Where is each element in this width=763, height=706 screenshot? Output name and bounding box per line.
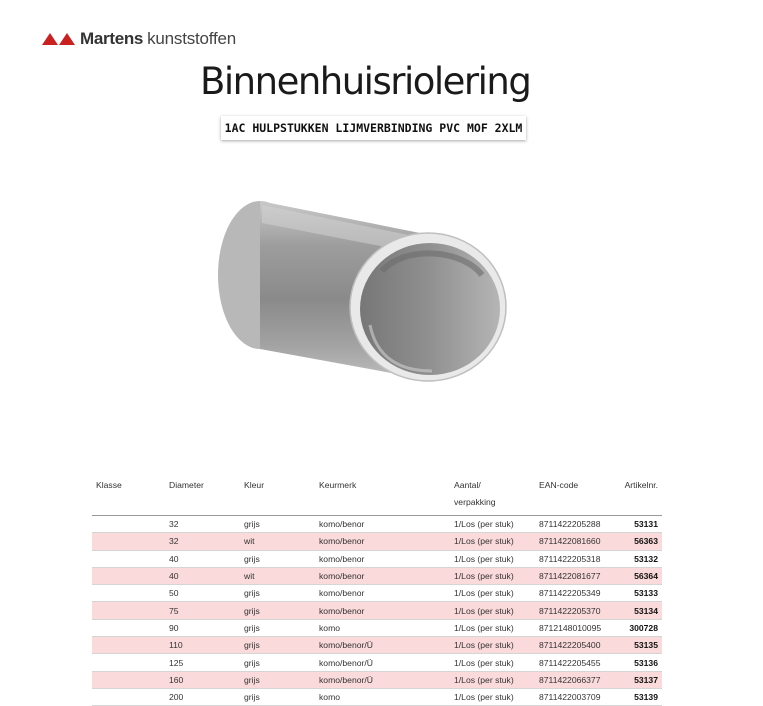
cell-diameter: 110: [169, 637, 244, 654]
cell-artikelnr: 53132: [624, 550, 662, 567]
header-diameter: Diameter: [169, 480, 204, 490]
cell-kleur: wit: [244, 533, 319, 550]
table-row: [92, 619, 662, 636]
brand-logo[interactable]: [42, 28, 236, 50]
cell-kleur: wit: [244, 567, 319, 584]
cell-artikelnr: 53139: [624, 688, 662, 705]
cell-keurmerk: komo: [319, 619, 454, 636]
cell-ean: 8711422081660: [539, 533, 624, 550]
cell-artikelnr: 53136: [624, 654, 662, 671]
cell-klasse: [92, 585, 169, 602]
cell-keurmerk: komo/benor: [319, 585, 454, 602]
cell-ean: 8711422205349: [539, 585, 624, 602]
cell-diameter: 200: [169, 688, 244, 705]
table-row: [92, 602, 662, 619]
cell-keurmerk: komo/benor: [319, 602, 454, 619]
cell-klasse: [92, 619, 169, 636]
cell-kleur: grijs: [244, 688, 319, 705]
cell-diameter: 40: [169, 550, 244, 567]
pvc-sleeve-coupling-image: [200, 175, 540, 405]
cell-artikelnr: 56364: [624, 567, 662, 584]
cell-ean: 8711422205455: [539, 654, 624, 671]
cell-klasse: [92, 516, 169, 533]
brand-name-bold: Martens: [80, 29, 144, 48]
cell-artikelnr: 53135: [624, 637, 662, 654]
cell-aantal: 1/Los (per stuk): [454, 550, 539, 567]
brand-name-light: kunststoffen: [147, 29, 237, 48]
cell-kleur: grijs: [244, 585, 319, 602]
cell-aantal: 1/Los (per stuk): [454, 567, 539, 584]
table-row: [92, 567, 662, 584]
cell-klasse: [92, 654, 169, 671]
table-row: [92, 516, 662, 533]
table-body: [92, 516, 662, 706]
cell-kleur: grijs: [244, 654, 319, 671]
header-aantal-line1: Aantal/: [454, 480, 481, 490]
cell-klasse: [92, 637, 169, 654]
cell-ean: 8711422003709: [539, 688, 624, 705]
cell-diameter: 32: [169, 516, 244, 533]
cell-ean: 8711422066377: [539, 671, 624, 688]
cell-aantal: 1/Los (per stuk): [454, 585, 539, 602]
cell-keurmerk: komo/benor/Ü: [319, 637, 454, 654]
cell-keurmerk: komo: [319, 688, 454, 705]
cell-ean: 8711422205318: [539, 550, 624, 567]
cell-ean: 8712148010095: [539, 619, 624, 636]
header-klasse: Klasse: [96, 480, 122, 490]
cell-artikelnr: 53133: [624, 585, 662, 602]
cell-diameter: 125: [169, 654, 244, 671]
cell-kleur: grijs: [244, 637, 319, 654]
table-row: [92, 637, 662, 654]
cell-keurmerk: komo/benor: [319, 533, 454, 550]
cell-aantal: 1/Los (per stuk): [454, 619, 539, 636]
cell-ean: 8711422205288: [539, 516, 624, 533]
header-artikelnr: Artikelnr.: [624, 480, 658, 490]
cell-artikelnr: 53134: [624, 602, 662, 619]
cell-klasse: [92, 688, 169, 705]
cell-klasse: [92, 533, 169, 550]
table-row: [92, 654, 662, 671]
header-kleur: Kleur: [244, 480, 265, 490]
cell-aantal: 1/Los (per stuk): [454, 637, 539, 654]
product-subtitle: 1AC HULPSTUKKEN LIJMVERBINDING PVC MOF 2XLM: [221, 116, 526, 140]
cell-diameter: 160: [169, 671, 244, 688]
cell-diameter: 40: [169, 567, 244, 584]
cell-aantal: 1/Los (per stuk): [454, 671, 539, 688]
table-row: [92, 533, 662, 550]
cell-klasse: [92, 567, 169, 584]
cell-keurmerk: komo/benor/Ü: [319, 654, 454, 671]
twin-triangle-logo-icon: [42, 33, 75, 45]
cell-artikelnr: 53137: [624, 671, 662, 688]
table-row: [92, 671, 662, 688]
cell-diameter: 90: [169, 619, 244, 636]
cell-keurmerk: komo/benor: [319, 567, 454, 584]
cell-ean: 8711422205370: [539, 602, 624, 619]
cell-kleur: grijs: [244, 619, 319, 636]
cell-diameter: 50: [169, 585, 244, 602]
table-row: [92, 688, 662, 705]
cell-kleur: grijs: [244, 671, 319, 688]
cell-ean: 8711422081677: [539, 567, 624, 584]
header-aantal-line2: verpakking: [454, 497, 496, 507]
cell-aantal: 1/Los (per stuk): [454, 688, 539, 705]
cell-kleur: grijs: [244, 550, 319, 567]
cell-klasse: [92, 671, 169, 688]
cell-artikelnr: 53131: [624, 516, 662, 533]
cell-aantal: 1/Los (per stuk): [454, 654, 539, 671]
cell-diameter: 32: [169, 533, 244, 550]
cell-diameter: 75: [169, 602, 244, 619]
cell-aantal: 1/Los (per stuk): [454, 533, 539, 550]
cell-klasse: [92, 550, 169, 567]
cell-aantal: 1/Los (per stuk): [454, 602, 539, 619]
cell-aantal: 1/Los (per stuk): [454, 516, 539, 533]
cell-keurmerk: komo/benor: [319, 516, 454, 533]
table-row: [92, 585, 662, 602]
cell-klasse: [92, 602, 169, 619]
header-keurmerk: Keurmerk: [319, 480, 357, 490]
cell-keurmerk: komo/benor/Ü: [319, 671, 454, 688]
cell-ean: 8711422205400: [539, 637, 624, 654]
cell-keurmerk: komo/benor: [319, 550, 454, 567]
cell-kleur: grijs: [244, 516, 319, 533]
cell-artikelnr: 300728: [624, 619, 662, 636]
cell-kleur: grijs: [244, 602, 319, 619]
page-title: Binnenhuisriolering: [200, 60, 531, 103]
table-row: [92, 550, 662, 567]
product-spec-table: [92, 474, 662, 706]
table-header-row: [92, 474, 662, 516]
header-ean: EAN-code: [539, 480, 579, 490]
header-aantal-verpakking: [454, 474, 539, 516]
cell-artikelnr: 56363: [624, 533, 662, 550]
